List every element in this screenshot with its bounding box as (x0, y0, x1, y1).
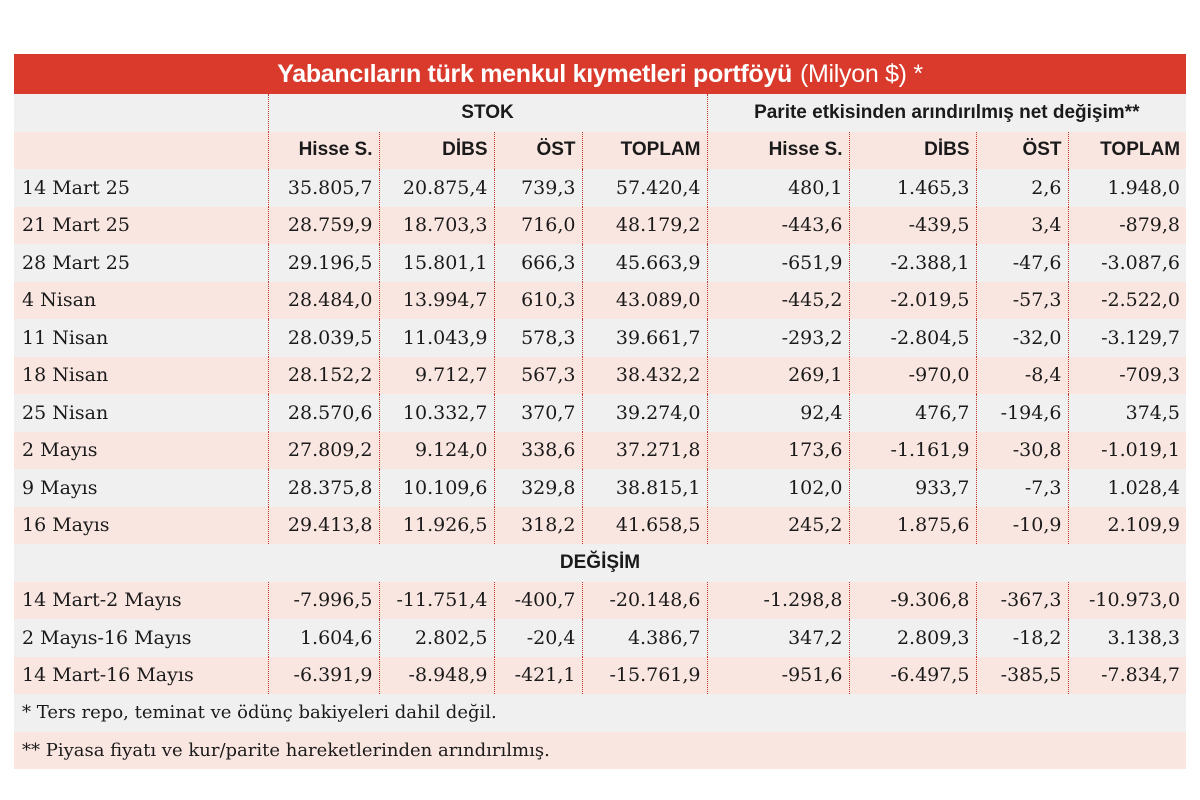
footnote-row (14, 732, 1186, 770)
table-cell: -3.129,7 (1068, 319, 1186, 357)
group-header-row (14, 94, 1186, 132)
table-cell: 13.994,7 (379, 282, 494, 320)
table-cell: -3.087,6 (1068, 244, 1186, 282)
row-label: 14 Mart-2 Mayıs (22, 589, 182, 612)
table-cell: 318,2 (494, 507, 582, 545)
table-cell: 28.039,5 (268, 319, 379, 357)
table-cell: -1.161,9 (849, 432, 976, 470)
table-cell: -9.306,8 (849, 582, 976, 620)
row-label: 9 Mayıs (22, 476, 98, 499)
table-cell: -15.761,9 (582, 657, 707, 695)
table-cell: 28.375,8 (268, 469, 379, 507)
change-section-row (14, 544, 1186, 582)
table-cell: 102,0 (707, 469, 849, 507)
table-cell: -400,7 (494, 582, 582, 620)
table-row (14, 582, 1186, 620)
col-header: DİBS (849, 132, 976, 170)
row-label: 2 Mayıs-16 Mayıs (22, 626, 192, 649)
table-cell: 38.815,1 (582, 469, 707, 507)
table-cell: 39.661,7 (582, 319, 707, 357)
table-cell: -47,6 (976, 244, 1068, 282)
table-row (14, 394, 1186, 432)
row-label: 2 Mayıs (22, 439, 98, 462)
table-cell: -7.834,7 (1068, 657, 1186, 695)
table-cell: 1.948,0 (1068, 169, 1186, 207)
table-cell: -385,5 (976, 657, 1068, 695)
table-cell: 329,8 (494, 469, 582, 507)
table-cell: -2.804,5 (849, 319, 976, 357)
table-cell: 666,3 (494, 244, 582, 282)
table-cell: -18,2 (976, 619, 1068, 657)
column-header-row (14, 132, 1186, 170)
row-label: 21 Mart 25 (22, 214, 130, 237)
table-cell: -7.996,5 (268, 582, 379, 620)
table-cell: -293,2 (707, 319, 849, 357)
table-cell: -20,4 (494, 619, 582, 657)
row-label: 25 Nisan (22, 401, 109, 424)
portfolio-table (14, 94, 1186, 769)
table-cell: 4.386,7 (582, 619, 707, 657)
table-cell: -10.973,0 (1068, 582, 1186, 620)
table-cell: -194,6 (976, 394, 1068, 432)
table-cell: -951,6 (707, 657, 849, 695)
table-cell: 739,3 (494, 169, 582, 207)
table-cell: 38.432,2 (582, 357, 707, 395)
table-cell: 15.801,1 (379, 244, 494, 282)
table-row (14, 207, 1186, 245)
col-header: Hisse S. (707, 132, 849, 170)
row-label: 11 Nisan (22, 326, 109, 349)
table-cell: -2.388,1 (849, 244, 976, 282)
table-cell: -970,0 (849, 357, 976, 395)
col-header: DİBS (379, 132, 494, 170)
col-header: Hisse S. (268, 132, 379, 170)
table-cell: -30,8 (976, 432, 1068, 470)
table-row (14, 357, 1186, 395)
table-cell: -32,0 (976, 319, 1068, 357)
table-cell: 35.805,7 (268, 169, 379, 207)
table-cell: 10.109,6 (379, 469, 494, 507)
table-cell: -57,3 (976, 282, 1068, 320)
table-cell: 2,6 (976, 169, 1068, 207)
table-cell: 48.179,2 (582, 207, 707, 245)
table-cell: 20.875,4 (379, 169, 494, 207)
change-section-title: DEĞİŞİM (559, 551, 641, 573)
table-cell: -11.751,4 (379, 582, 494, 620)
table-cell: -6.497,5 (849, 657, 976, 695)
table-cell: 2.802,5 (379, 619, 494, 657)
table-title-bar (14, 54, 1186, 94)
table-row (14, 507, 1186, 545)
table-cell: 1.875,6 (849, 507, 976, 545)
row-label: 16 Mayıs (22, 514, 110, 537)
row-label: 4 Nisan (22, 289, 97, 312)
table-cell: 1.604,6 (268, 619, 379, 657)
table-cell: 41.658,5 (582, 507, 707, 545)
table-cell: -6.391,9 (268, 657, 379, 695)
table-row (14, 469, 1186, 507)
table-cell: -651,9 (707, 244, 849, 282)
table-cell: 2.109,9 (1068, 507, 1186, 545)
table-cell: 11.043,9 (379, 319, 494, 357)
table-cell: 567,3 (494, 357, 582, 395)
table-cell: 28.152,2 (268, 357, 379, 395)
table-cell: -2.522,0 (1068, 282, 1186, 320)
table-cell: 2.809,3 (849, 619, 976, 657)
footnote-row (14, 694, 1186, 732)
table-cell: -1.298,8 (707, 582, 849, 620)
table-cell: -367,3 (976, 582, 1068, 620)
table-title: Yabancıların türk menkul kıymetleri portföyü (277, 59, 792, 88)
table-cell: 57.420,4 (582, 169, 707, 207)
table-cell: 610,3 (494, 282, 582, 320)
table-cell: -20.148,6 (582, 582, 707, 620)
table-cell: -879,8 (1068, 207, 1186, 245)
table-cell: 28.484,0 (268, 282, 379, 320)
table-cell: 716,0 (494, 207, 582, 245)
table-cell: 45.663,9 (582, 244, 707, 282)
table-cell: 374,5 (1068, 394, 1186, 432)
table-cell: 28.570,6 (268, 394, 379, 432)
table-cell: 476,7 (849, 394, 976, 432)
col-header: ÖST (976, 132, 1068, 170)
table-cell: 27.809,2 (268, 432, 379, 470)
table-cell: 1.028,4 (1068, 469, 1186, 507)
table-cell: -8,4 (976, 357, 1068, 395)
table-cell: 338,6 (494, 432, 582, 470)
row-label: 14 Mart-16 Mayıs (22, 664, 194, 687)
table-row (14, 619, 1186, 657)
table-cell: -445,2 (707, 282, 849, 320)
table-cell: 29.196,5 (268, 244, 379, 282)
table-cell: 9.712,7 (379, 357, 494, 395)
table-cell: -709,3 (1068, 357, 1186, 395)
footnote-1: * Ters repo, teminat ve ödünç bakiyeleri dahil değil. (22, 702, 497, 724)
table-cell: -1.019,1 (1068, 432, 1186, 470)
table-cell: 173,6 (707, 432, 849, 470)
table-cell: -10,9 (976, 507, 1068, 545)
table-cell: 347,2 (707, 619, 849, 657)
table-title-unit: (Milyon $) * (799, 59, 923, 88)
table-cell: 480,1 (707, 169, 849, 207)
group-header-net-change: Parite etkisinden arındırılmış net değişim** (707, 94, 1186, 132)
empty-header-cell (14, 132, 268, 170)
table-cell: 245,2 (707, 507, 849, 545)
table-cell: -443,6 (707, 207, 849, 245)
table-cell: -8.948,9 (379, 657, 494, 695)
table-cell: 28.759,9 (268, 207, 379, 245)
group-header-stock: STOK (268, 94, 707, 132)
table-cell: 3,4 (976, 207, 1068, 245)
row-label: 14 Mart 25 (22, 176, 130, 199)
table-cell: 39.274,0 (582, 394, 707, 432)
table-cell: -7,3 (976, 469, 1068, 507)
table-cell: -2.019,5 (849, 282, 976, 320)
table-cell: -439,5 (849, 207, 976, 245)
table-row (14, 657, 1186, 695)
row-label: 18 Nisan (22, 364, 109, 387)
table-cell: 9.124,0 (379, 432, 494, 470)
row-label: 28 Mart 25 (22, 251, 130, 274)
table-cell: 10.332,7 (379, 394, 494, 432)
table-cell: 933,7 (849, 469, 976, 507)
table-row (14, 244, 1186, 282)
col-header: TOPLAM (582, 132, 707, 170)
table-cell: 269,1 (707, 357, 849, 395)
col-header: ÖST (494, 132, 582, 170)
table-cell: 92,4 (707, 394, 849, 432)
table-cell: 18.703,3 (379, 207, 494, 245)
table-cell: 43.089,0 (582, 282, 707, 320)
table-row (14, 432, 1186, 470)
table-cell: -421,1 (494, 657, 582, 695)
col-header: TOPLAM (1068, 132, 1186, 170)
table-cell: 370,7 (494, 394, 582, 432)
empty-header-cell (14, 94, 268, 132)
table-row (14, 282, 1186, 320)
table-cell: 3.138,3 (1068, 619, 1186, 657)
footnote-2: ** Piyasa fiyatı ve kur/parite hareketlerinden arındırılmış. (22, 739, 550, 761)
portfolio-table-card (14, 54, 1186, 769)
table-cell: 578,3 (494, 319, 582, 357)
table-row (14, 319, 1186, 357)
table-row (14, 169, 1186, 207)
table-cell: 11.926,5 (379, 507, 494, 545)
table-cell: 37.271,8 (582, 432, 707, 470)
table-cell: 29.413,8 (268, 507, 379, 545)
table-cell: 1.465,3 (849, 169, 976, 207)
